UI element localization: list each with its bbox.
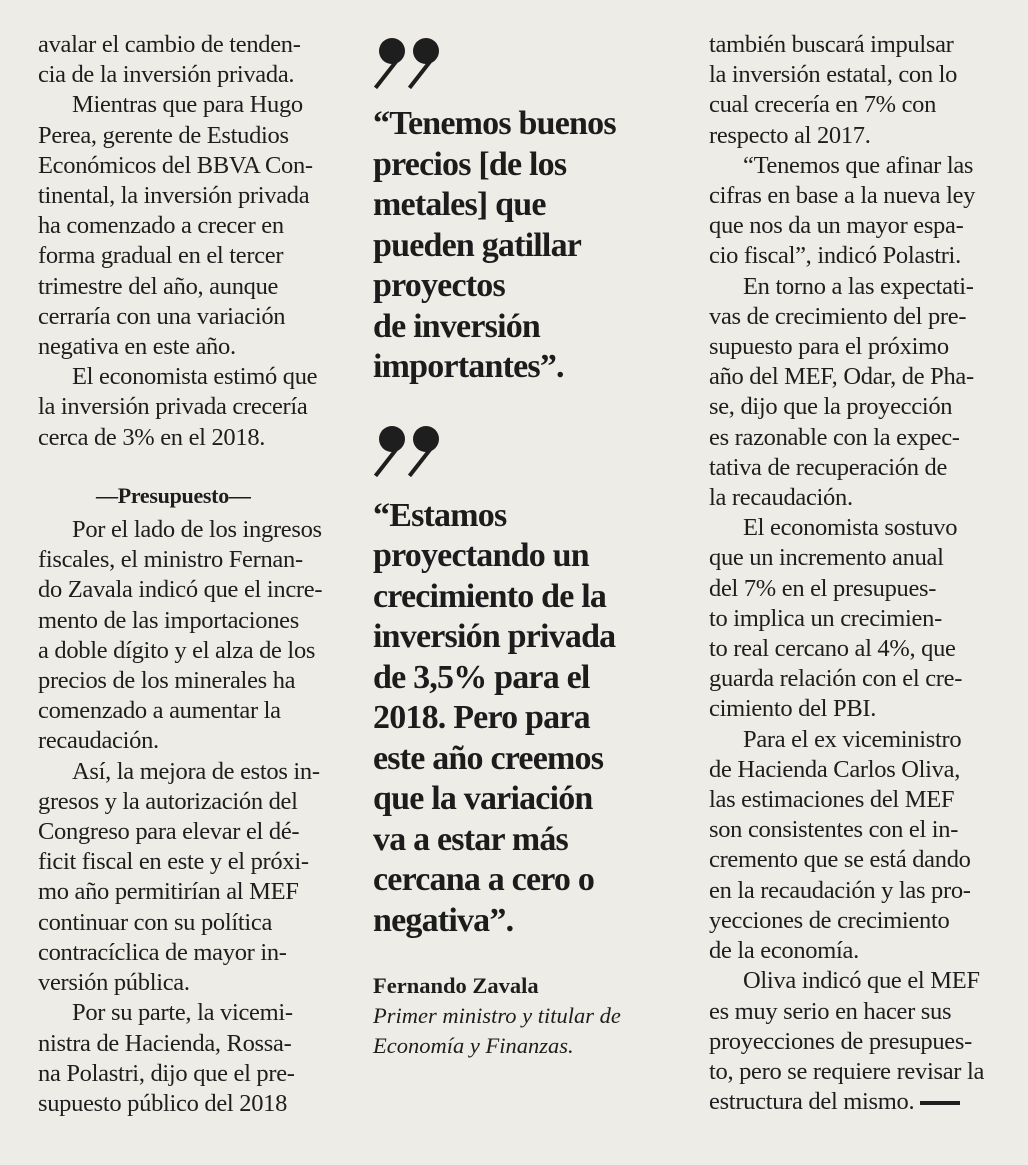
text-line: Por su parte, la vicemi- bbox=[72, 999, 293, 1027]
pull-quote-line: de 3,5% para el bbox=[373, 658, 590, 696]
quote-mark-icon bbox=[373, 30, 453, 100]
section-heading-presupuesto: —Presupuesto— bbox=[96, 482, 251, 508]
text-line: Congreso para elevar el dé- bbox=[38, 818, 300, 846]
text-line: cual crecería en 7% con bbox=[709, 91, 937, 119]
text-line: na Polastri, dijo que el pre- bbox=[38, 1059, 295, 1087]
pull-quote-line: que la variación bbox=[373, 780, 593, 817]
pull-quote-line: precios [de los bbox=[373, 145, 567, 183]
text-line: to implica un crecimien- bbox=[709, 604, 942, 632]
text-line: forma gradual en el tercer bbox=[38, 242, 284, 270]
left-column-paragraphs-after bbox=[38, 515, 350, 1119]
pull-quote-2 bbox=[373, 496, 673, 942]
text-line: vas de crecimiento del pre- bbox=[709, 302, 967, 330]
text-line: cremento que se está dando bbox=[709, 846, 971, 874]
pull-quote-line: cercana a cero o bbox=[373, 861, 595, 898]
text-line: continuar con su política bbox=[38, 908, 273, 936]
pull-quote-line: “Estamos bbox=[373, 496, 507, 534]
text-line: mo año permitirían al MEF bbox=[38, 878, 299, 906]
text-line: Perea, gerente de Estudios bbox=[38, 121, 289, 149]
text-line: avalar el cambio de tenden- bbox=[38, 31, 301, 58]
text-line: trimestre del año, aunque bbox=[38, 272, 279, 300]
text-line: gresos y la autorización del bbox=[38, 787, 298, 815]
quote-mark-icon bbox=[373, 418, 453, 488]
text-line: precios de los minerales ha bbox=[38, 667, 296, 695]
text-line: la inversión privada crecería bbox=[38, 393, 308, 421]
text-line: que nos da un mayor espa- bbox=[709, 212, 964, 240]
text-line: guarda relación con el cre- bbox=[709, 665, 963, 693]
pull-quote-line: de inversión bbox=[373, 307, 541, 345]
pull-quote-line: metales] que bbox=[373, 186, 546, 223]
text-line: contracíclica de mayor in- bbox=[38, 938, 287, 966]
text-line: Para el ex viceministro bbox=[743, 725, 962, 753]
article-end-mark bbox=[920, 1101, 960, 1105]
text-line: to real cercano al 4%, que bbox=[709, 635, 956, 663]
text-line: a doble dígito y el alza de los bbox=[38, 636, 316, 664]
text-line: del 7% en el presupues- bbox=[709, 574, 937, 602]
text-line: tinental, la inversión privada bbox=[38, 182, 310, 210]
text-line: cerca de 3% en el 2018. bbox=[38, 423, 266, 451]
pull-quote-line: pueden gatillar bbox=[373, 226, 582, 264]
text-line: negativa en este año. bbox=[38, 333, 236, 361]
text-line: año del MEF, Odar, de Pha- bbox=[709, 363, 974, 391]
pull-quote-line: proyectos bbox=[373, 267, 505, 304]
pull-quote-line: negativa”. bbox=[373, 901, 514, 939]
text-line: El economista sostuvo bbox=[743, 514, 958, 542]
text-line: en la recaudación y las pro- bbox=[709, 876, 971, 904]
right-column bbox=[709, 30, 1009, 1117]
text-line: cio fiscal”, indicó Polastri. bbox=[709, 242, 961, 270]
pull-quote-line: 2018. Pero para bbox=[373, 699, 590, 736]
text-line: comenzado a aumentar la bbox=[38, 697, 281, 725]
pull-quote-line: este año creemos bbox=[373, 739, 604, 777]
text-line: versión pública. bbox=[38, 969, 190, 997]
attribution-name: Fernando Zavala bbox=[373, 973, 539, 998]
text-line: nistra de Hacienda, Rossa- bbox=[38, 1029, 292, 1057]
text-line: supuesto para el próximo bbox=[709, 333, 949, 361]
text-line: fiscales, el ministro Fernan- bbox=[38, 546, 303, 574]
attribution-title-line: Primer ministro y titular de bbox=[373, 1003, 621, 1028]
text-line: cifras en base a la nueva ley bbox=[709, 182, 976, 210]
text-line: tativa de recuperación de bbox=[709, 453, 948, 481]
text-line: Así, la mejora de estos in- bbox=[72, 757, 320, 785]
text-line: cia de la inversión privada. bbox=[38, 61, 295, 89]
text-line: Por el lado de los ingresos bbox=[72, 516, 322, 544]
text-line: supuesto público del 2018 bbox=[38, 1089, 288, 1117]
text-line: la inversión estatal, con lo bbox=[709, 61, 958, 89]
text-line: yecciones de crecimiento bbox=[709, 906, 950, 934]
text-line: recaudación. bbox=[38, 727, 159, 755]
text-line: Económicos del BBVA Con- bbox=[38, 151, 313, 179]
text-line: proyecciones de presupues- bbox=[709, 1027, 972, 1055]
text-line: El economista estimó que bbox=[72, 363, 318, 391]
text-line: que un incremento anual bbox=[709, 544, 944, 572]
text-line: es muy serio en hacer sus bbox=[709, 997, 952, 1025]
text-line: las estimaciones del MEF bbox=[709, 786, 955, 814]
quote-attribution bbox=[373, 971, 673, 1061]
text-line: estructura del mismo. bbox=[709, 1087, 1009, 1117]
text-line: cerraría con una variación bbox=[38, 302, 286, 330]
middle-column bbox=[373, 30, 673, 1061]
pull-quote-line: proyectando un bbox=[373, 537, 589, 574]
text-line: En torno a las expectati- bbox=[743, 272, 974, 300]
text-line: cimiento del PBI. bbox=[709, 695, 877, 723]
left-column-paragraphs bbox=[38, 30, 350, 453]
text-line: son consistentes con el in- bbox=[709, 816, 959, 844]
pull-quote-line: va a estar más bbox=[373, 820, 568, 858]
text-line: Mientras que para Hugo bbox=[72, 91, 303, 119]
text-line: se, dijo que la proyección bbox=[709, 393, 953, 421]
text-line: do Zavala indicó que el incre- bbox=[38, 576, 323, 604]
text-line: respecto al 2017. bbox=[709, 121, 871, 149]
text-line: “Tenemos que afinar las bbox=[743, 151, 974, 179]
text-line: la recaudación. bbox=[709, 484, 853, 512]
pull-quote-1 bbox=[373, 104, 673, 388]
text-line: mento de las importaciones bbox=[38, 606, 299, 634]
right-column-paragraphs bbox=[709, 30, 1009, 1117]
pull-quote-line: inversión privada bbox=[373, 618, 616, 655]
text-line: de la economía. bbox=[709, 937, 859, 965]
text-line: es razonable con la expec- bbox=[709, 423, 960, 451]
text-line: Oliva indicó que el MEF bbox=[743, 967, 980, 995]
attribution-title-line: Economía y Finanzas. bbox=[373, 1033, 574, 1058]
text-line: to, pero se requiere revisar la bbox=[709, 1057, 985, 1085]
pull-quote-line: crecimiento de la bbox=[373, 577, 607, 615]
text-line: de Hacienda Carlos Oliva, bbox=[709, 755, 961, 783]
left-column bbox=[38, 30, 350, 1119]
text-line: también buscará impulsar bbox=[709, 31, 954, 58]
pull-quote-line: importantes”. bbox=[373, 348, 564, 385]
text-line: ha comenzado a crecer en bbox=[38, 212, 284, 240]
text-line: ficit fiscal en este y el próxi- bbox=[38, 848, 309, 876]
pull-quote-line: “Tenemos buenos bbox=[373, 105, 616, 142]
